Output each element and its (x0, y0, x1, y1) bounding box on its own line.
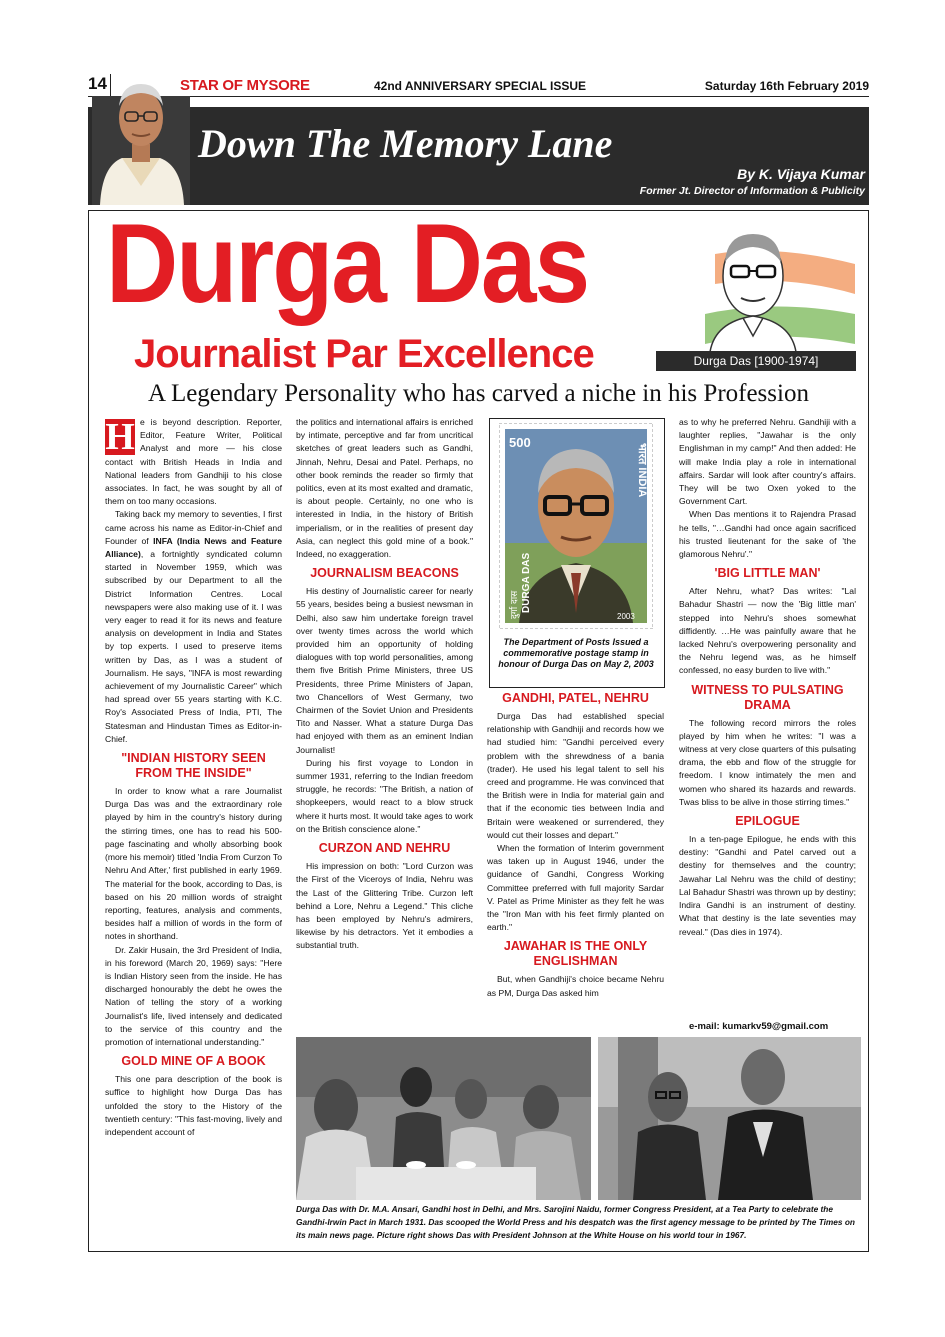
author-email: e-mail: kumarkv59@gmail.com (689, 1021, 829, 1032)
article-column-3 (487, 686, 664, 1000)
tea-party-photo (296, 1037, 591, 1200)
stamp-value: 500 (509, 435, 531, 450)
photo-caption: Durga Das with Dr. M.A. Ansari, Gandhi host in Delhi, and Mrs. Sarojini Naidu, former Congress President, at a Tea Party to celebrate the Gandhi-Irwin Pact in March 1931. Das scooped the World Press and his despatch was the first agency message to be printed by The Times on its main news page. Picture right shows Das with President Johnson at the White House on his world tour in 1967. (296, 1204, 855, 1240)
subheadline: Journalist Par Excellence (134, 332, 594, 376)
section-heading: WITNESS TO PULSATING DRAMA (691, 682, 844, 712)
author-byline: By K. Vijaya Kumar (737, 166, 865, 182)
column-title: Down The Memory Lane (198, 121, 613, 166)
paragraph: The following record mirrors the roles played by him when he writes: "I was a witness at very close quarters of this pulsating drama, the ebb and flow of the struggle for freedom. I know intimately the men and women who shared its hazards and rewards. Twas bliss to be alive in those stirring times." (679, 717, 856, 807)
paragraph: This one para description of the book is suffice to highlight how Durga Das has unfolded the story to the History of the twentieth century: "This fast-moving, lively and independent account of (105, 1074, 282, 1137)
header-rule (88, 96, 869, 97)
article-column-4 (679, 416, 856, 939)
sketch-caption: Durga Das [1900-1974] (656, 351, 856, 371)
paragraph: When Das mentions it to Rajendra Prasad he tells, "…Gandhi had once again sacrificed his trusted lieutenant for the sake of 'the glamorous Nehru'." (679, 509, 856, 560)
author-portrait (92, 66, 190, 205)
section-heading: "INDIAN HISTORY SEEN FROM THE INSIDE" (121, 751, 266, 781)
paragraph: During his first voyage to London in summer 1931, referring to the Indian freedom struggle, he records: "The British, a nation of shopkeepers, would react to a blow struck where it hurts most. It would take ages to work on the British conscience alone." (296, 757, 473, 834)
section-heading: GANDHI, PATEL, NEHRU (502, 691, 649, 705)
paragraph: the politics and international affairs is enriched by intimate, perceptive and far from uncritical sketches of great leaders such as Gandhi, Jinnah, Nehru, Desai and Patel. Perhaps, no other book reminds the reader so firmly that politics, even at its most exalted and dramatic, is about people. Certainly, no one who is interested in India, in the history of British imperialism, or in the realities of present day Asia, can neglect this gold mine of a book." Indeed, no exaggeration. (296, 417, 473, 560)
drop-cap: H (105, 416, 135, 458)
stamp-year: 2003 (617, 612, 635, 621)
section-heading: JAWAHAR IS THE ONLY ENGLISHMAN (503, 939, 648, 969)
paragraph: e is beyond description. Reporter, Editor, Feature Writer, Political Analyst and more — his close contact with British Heads in India and National leaders from Gandhiji to his close associates. In fact, he was sought by all of them on too many occasions. (105, 417, 282, 507)
paragraph: His destiny of Journalistic career for nearly 55 years, besides being a busiest newsman in Delhi, also saw him undertake foreign travel over twenty times across the world which provided him an opportunity of holding dialogues with top world personalities, among them five British Prime Ministers, three US Presidents, three Prime Ministers of Japan, two Chancellors of West Germany, two Chairmen of the Soviet Union and Presidents Tito and Nasser. What a stature Durga Das had enjoyed with them as an eminent Indian Journalist! (296, 586, 473, 755)
postage-stamp (499, 423, 653, 629)
stamp-hindi-name: दुर्गा दास (510, 590, 520, 619)
issue-date: Saturday 16th February 2019 (704, 79, 869, 93)
page-number: 14 (88, 74, 107, 93)
paragraph: Durga Das had established special relationship with Gandhiji and records how we had studied him: "Gandhi perceived every problem with the shrewdness of a bania (trader). He used his legal talent to sell his creed and programme. He was convinced that the British were in India for material gain and that if the economic ties between India and Britain were weakened or surrendered, they would cut their losses and depart." (487, 711, 664, 840)
paragraph: But, when Gandhiji's choice became Nehru as PM, Durga Das asked him (487, 974, 664, 998)
paragraph: Taking back my memory to seventies, I first came across his name as Editor-in-Chief and Founder of INFA (India News and Feature Alliance), a fortnightly syndicated column started in November 1959, which was subscribed by our Department to all the District Information Centres. Local newspapers were also making use of it. I was very eager to read it for its news and feature analysis on development in India and States by top experts. I used to preserve items written by Das, as I was a student of Journalism. He says, "INFA is most rewarding achievement of my Journalistic Career" which had spread over 55 years starting with K.C. Roy's Associated Press of India, PTI, The Statesman and Hindustan Times as Editor-in-Chief. (105, 509, 282, 744)
author-role: Former Jt. Director of Information & Publicity (639, 185, 865, 197)
section-heading: GOLD MINE OF A BOOK (121, 1054, 266, 1069)
section-heading: JOURNALISM BEACONS (310, 566, 459, 581)
stamp-caption: The Department of Posts Issued a commemorative postage stamp in honour of Durga Das on May 2, 2003 (498, 637, 654, 669)
newspaper-name: STAR OF MYSORE (180, 77, 310, 94)
durga-das-sketch (655, 214, 855, 352)
headline: Durga Das (106, 201, 589, 327)
stamp-country: भारत INDIA (636, 443, 648, 498)
article-column-1 (105, 416, 282, 1139)
paragraph: In order to know what a rare Journalist Durga Das was and the extraordinary role played by him in the country's history during the stirring times, one has to read his 500-page fascinating and wholly absorbing book (more his memoir) titled 'India From Curzon To Nehru And After,' first published in early 1969. The material for the book, according to Das, is based on his 20 million words of straight reporting, features, analysis and comments, besides half a million of words in the form of notes in shorthand. (105, 786, 282, 942)
paragraph: as to why he preferred Nehru. Gandhiji with a laughter replies, "Jawahar is the only Englishman in my camp!" And then added: He will make India play a role in international affairs. Sardar will look after country's affairs. They will be two Oxen yoked to the Government Cart. (679, 417, 856, 507)
paragraph: Dr. Zakir Husain, the 3rd President of India, in his foreword (March 20, 1969) says: "Here is Indian History seen from the inside. He has discharged honourably the debt he owes the Nation of telling the story of a working Journalist's life, lived intensely and dedicated to the service of this country and the promotion of international understanding." (105, 944, 282, 1047)
section-heading: EPILOGUE (735, 814, 800, 829)
paragraph: When the formation of Interim government was taken up in August 1946, under the guidance of Gandhi, Congress Working Committee preferred with full majority Sardar V. Patel as Prime Minister as they felt he was the "Iron Man with his feet firmly planted on earth." (487, 843, 664, 933)
paragraph: After Nehru, what? Das writes: "Lal Bahadur Shastri — now the 'Big little man' stepped into Nehru's shoes somewhat diffidently. …He was painfully aware that he lacked Nehru's overpowering personality and the Nehru legend was, as he himself confessed, no easy burden to live with." (679, 586, 856, 676)
issue-label: 42nd ANNIVERSARY SPECIAL ISSUE (373, 79, 587, 93)
paragraph: In a ten-page Epilogue, he ends with this destiny: "Gandhi and Patel carved out a destiny for themselves and the country; Jawahar Lal Nehru was the child of destiny; Lal Bahadur Shastri was thrown up by destiny; Indira Gandhi is an instrument of destiny. What that destiny is the late seventies may reveal." (Das dies in 1974). (679, 834, 856, 937)
paragraph: His impression on both: "Lord Curzon was the First of the Viceroys of India, Nehru was the Last of the Glittering Tribe. Curzon left behind a Lore, Nehru a Legend." This cliche has been employed by Nehru's admirers, likewise by his detractors. Yet it embodies a substantial truth. (296, 861, 473, 951)
section-heading: CURZON AND NEHRU (318, 841, 451, 856)
article-column-2 (296, 416, 473, 953)
stamp-name: DURGA DAS (521, 552, 532, 613)
tagline: A Legendary Personality who has carved a niche in his Profession (148, 380, 809, 407)
section-heading: 'BIG LITTLE MAN' (714, 566, 821, 581)
johnson-photo (598, 1037, 861, 1200)
